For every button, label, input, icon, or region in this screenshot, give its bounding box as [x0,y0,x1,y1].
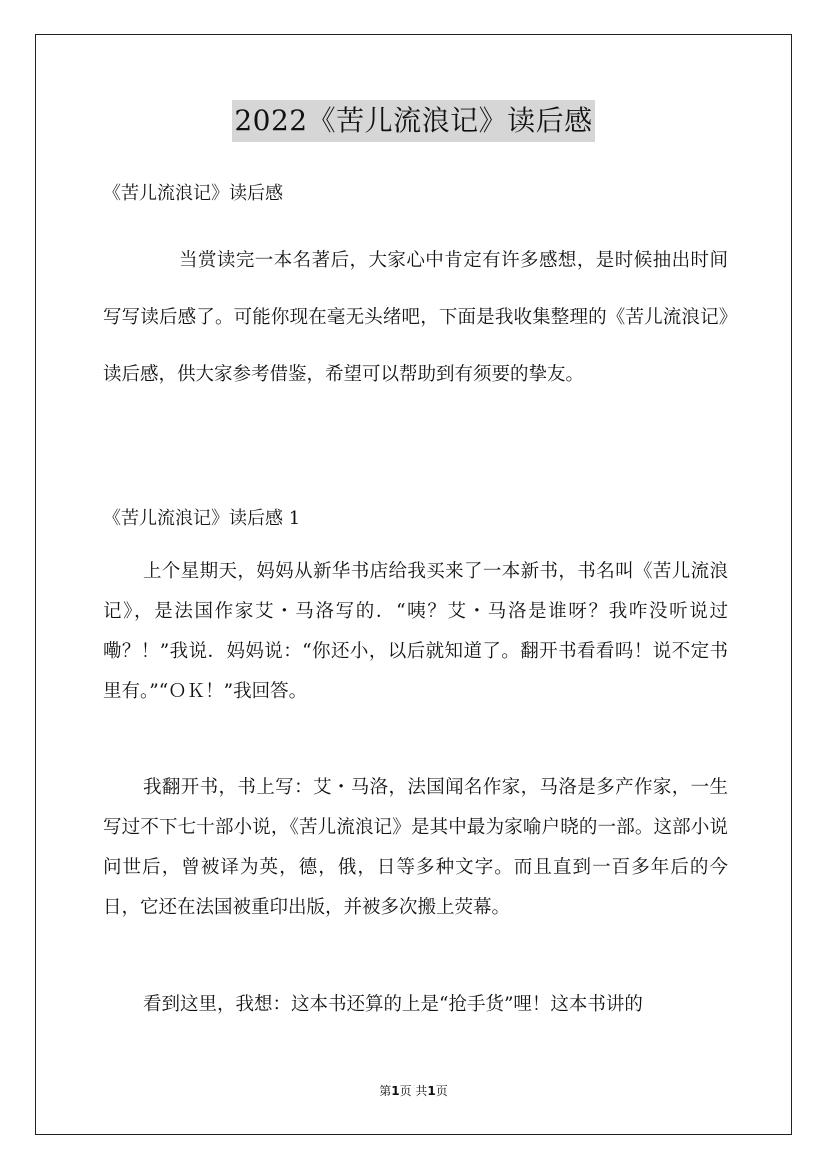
footer-page-prefix: 第 [379,1084,392,1098]
section-heading: 《苦儿流浪记》读后感 1 [103,508,301,529]
document-subtitle: 《苦儿流浪记》读后感 [103,183,283,204]
intro-paragraph: 当赏读完一本名著后，大家心中肯定有许多感想，是时候抽出时间写写读后感了。可能你现在毫无头绪吧，下面是我收集整理的《苦儿流浪记》读后感，供大家参考借鉴，希望可以帮助到有须要的挚友。 [103,250,728,385]
footer-total-pages: 1 [427,1084,436,1098]
footer-page-suffix: 页 [435,1084,448,1098]
page-footer [0,1083,827,1099]
footer-page-mid: 页 共 [399,1084,428,1098]
body-paragraph-3: 看到这里，我想：这本书还算的上是“抢手货”哩！这本书讲的 [143,994,643,1015]
footer-page-number: 1 [391,1084,400,1098]
document-title-text: 2022《苦儿流浪记》读后感 [232,100,594,142]
body-paragraph-2: 我翻开书，书上写：艾・马洛，法国闻名作家，马洛是多产作家，一生写过不下七十部小说，《苦儿流浪记》是其中最为家喻户晓的一部。这部小说问世后，曾被译为英，德，俄，日等多种文字。而且直到一百多年后的今日，它还在法国被重印出版，并被多次搬上荧幕。 [103,777,728,918]
body-paragraph-1: 上个星期天，妈妈从新华书店给我买来了一本新书，书名叫《苦儿流浪记》，是法国作家艾・马洛写的．“咦？艾・马洛是谁呀？我咋没听说过嘞？！”我说．妈妈说：“你还小，以后就知道了。翻开书看看吗！说不定书里有。”“ＯＫ！”我回答。 [103,561,728,702]
document-title [0,100,827,142]
